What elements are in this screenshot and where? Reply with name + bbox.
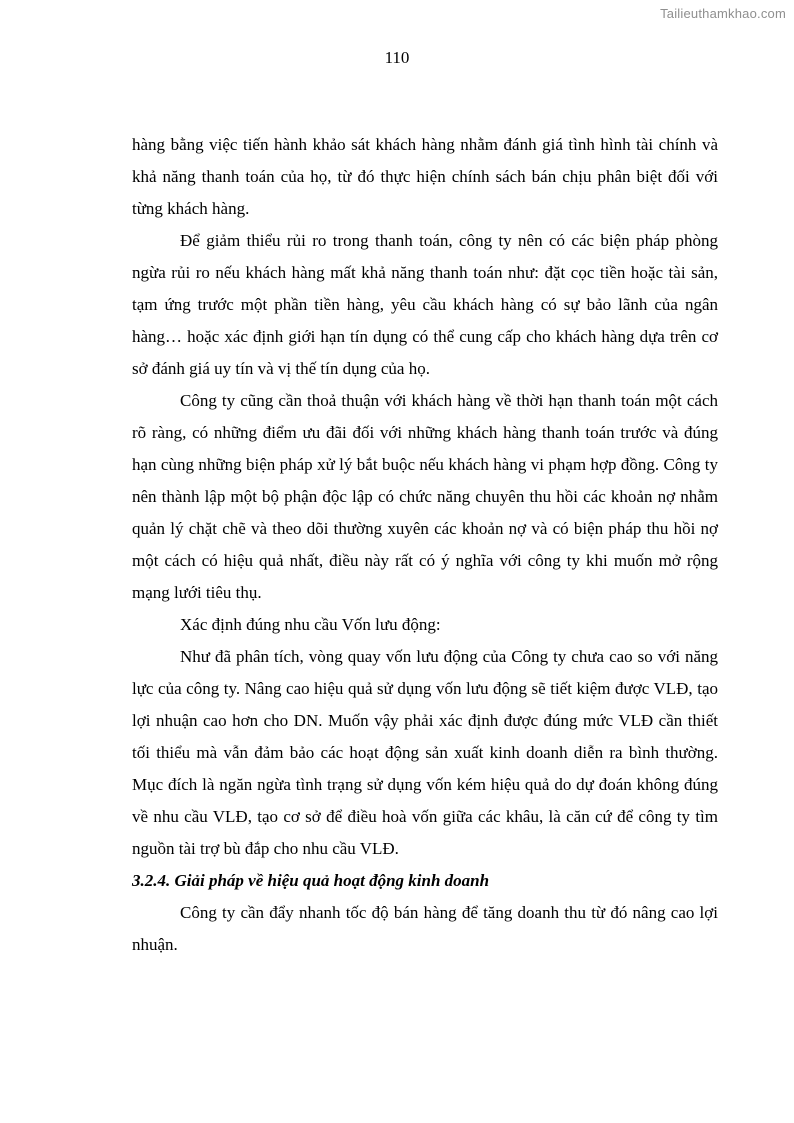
document-body	[132, 129, 718, 961]
paragraph-working-capital: Như đã phân tích, vòng quay vốn lưu động của Công ty chưa cao so với năng lực của công ty. Nâng cao hiệu quả sử dụng vốn lưu động sẽ tiết kiệm được VLĐ, tạo lợi nhuận cao hơn cho DN. Muốn vậy phải xác định được đúng mức VLĐ cần thiết tối thiểu mà vẫn đảm bảo các hoạt động sản xuất kinh doanh diễn ra bình thường. Mục đích là ngăn ngừa tình trạng sử dụng vốn kém hiệu quả do dự đoán không đúng về nhu cầu VLĐ, tạo cơ sở để điều hoà vốn giữa các khâu, là căn cứ để công ty tìm nguồn tài trợ bù đắp cho nhu cầu VLĐ.	[132, 647, 718, 858]
paragraph-working-capital-title: Xác định đúng nhu cầu Vốn lưu động:	[180, 615, 441, 634]
section-heading: 3.2.4. Giải pháp về hiệu quả hoạt động kinh doanh	[132, 871, 490, 890]
paragraph-sales-speed: Công ty cần đẩy nhanh tốc độ bán hàng để tăng doanh thu từ đó nâng cao lợi nhuận.	[132, 903, 718, 954]
paragraph-risk-mitigation: Để giảm thiểu rủi ro trong thanh toán, công ty nên có các biện pháp phòng ngừa rủi ro nếu khách hàng mất khả năng thanh toán như: đặt cọc tiền hoặc tài sản, tạm ứng trước một phần tiền hàng, yêu cầu khách hàng có sự bảo lãnh của ngân hàng… hoặc xác định giới hạn tín dụng có thể cung cấp cho khách hàng dựa trên cơ sở đánh giá uy tín và vị thế tín dụng của họ.	[132, 231, 718, 378]
watermark-text: Tailieuthamkhao.com	[660, 6, 786, 21]
paragraph-payment-terms: Công ty cũng cần thoả thuận với khách hàng về thời hạn thanh toán một cách rõ ràng, có những điểm ưu đãi đối với những khách hàng thanh toán trước và đúng hạn cùng những biện pháp xử lý bắt buộc nếu khách hàng vi phạm hợp đồng. Công ty nên thành lập một bộ phận độc lập có chức năng chuyên thu hồi các khoản nợ nhằm quản lý chặt chẽ và theo dõi thường xuyên các khoản nợ và có biện pháp thu hồi nợ một cách có hiệu quả nhất, điều này rất có ý nghĩa với công ty khi muốn mở rộng mạng lưới tiêu thụ.	[132, 391, 718, 602]
page-number: 110	[384, 48, 410, 67]
paragraph-continuation: hàng bằng việc tiến hành khảo sát khách hàng nhằm đánh giá tình hình tài chính và khả năng thanh toán của họ, từ đó thực hiện chính sách bán chịu phân biệt đối với từng khách hàng.	[132, 135, 718, 218]
